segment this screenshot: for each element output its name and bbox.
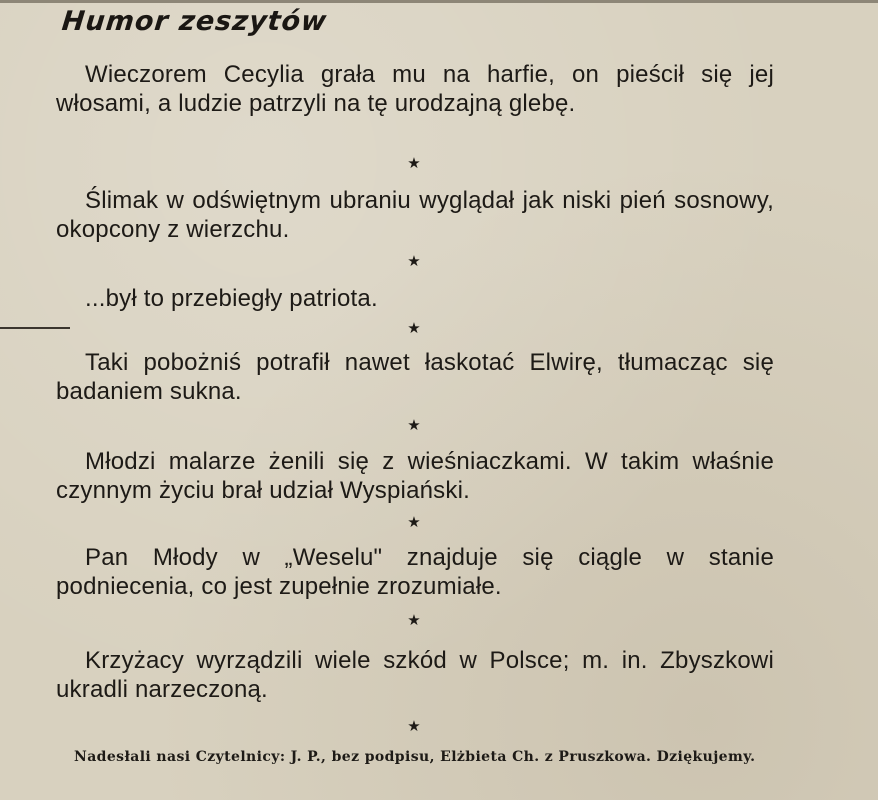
star-separator-4: ★ xyxy=(407,417,421,434)
reader-credits: Nadesłali nasi Czytelnicy: J. P., bez podpisu, Elżbieta Ch. z Pruszkowa. Dziękujemy. xyxy=(74,749,756,765)
top-rule xyxy=(0,0,878,3)
paragraph-7: Krzyżacy wyrządzili wiele szkód w Polsce; m. in. Zbyszkowi ukradli narzeczoną. xyxy=(56,647,774,703)
star-separator-5: ★ xyxy=(407,514,421,531)
star-separator-7: ★ xyxy=(407,718,421,735)
paragraph-5: Młodzi malarze żenili się z wieśniaczkami. W takim właśnie czynnym życiu brał udział Wyspiański. xyxy=(56,448,774,504)
paragraph-1: Wieczorem Cecylia grała mu na harfie, on pieścił się jej włosami, a ludzie patrzyli na tę urodzajną glebę. xyxy=(56,61,774,117)
star-separator-6: ★ xyxy=(407,612,421,629)
star-separator-2: ★ xyxy=(407,253,421,270)
article-heading: Humor zeszytów xyxy=(60,6,329,37)
margin-rule xyxy=(0,327,70,329)
paragraph-4: Taki pobożniś potrafił nawet łaskotać Elwirę, tłumacząc się badaniem sukna. xyxy=(56,349,774,405)
star-separator-3: ★ xyxy=(407,320,421,337)
paragraph-3: ...był to przebiegły patriota. xyxy=(85,285,378,312)
paragraph-2: Ślimak w odświętnym ubraniu wyglądał jak niski pień sosnowy, okopcony z wierzchu. xyxy=(56,187,774,243)
star-separator-1: ★ xyxy=(407,155,421,172)
paragraph-6: Pan Młody w „Weselu" znajduje się ciągle w stanie podniecenia, co jest zupełnie zrozumiałe. xyxy=(56,544,774,600)
